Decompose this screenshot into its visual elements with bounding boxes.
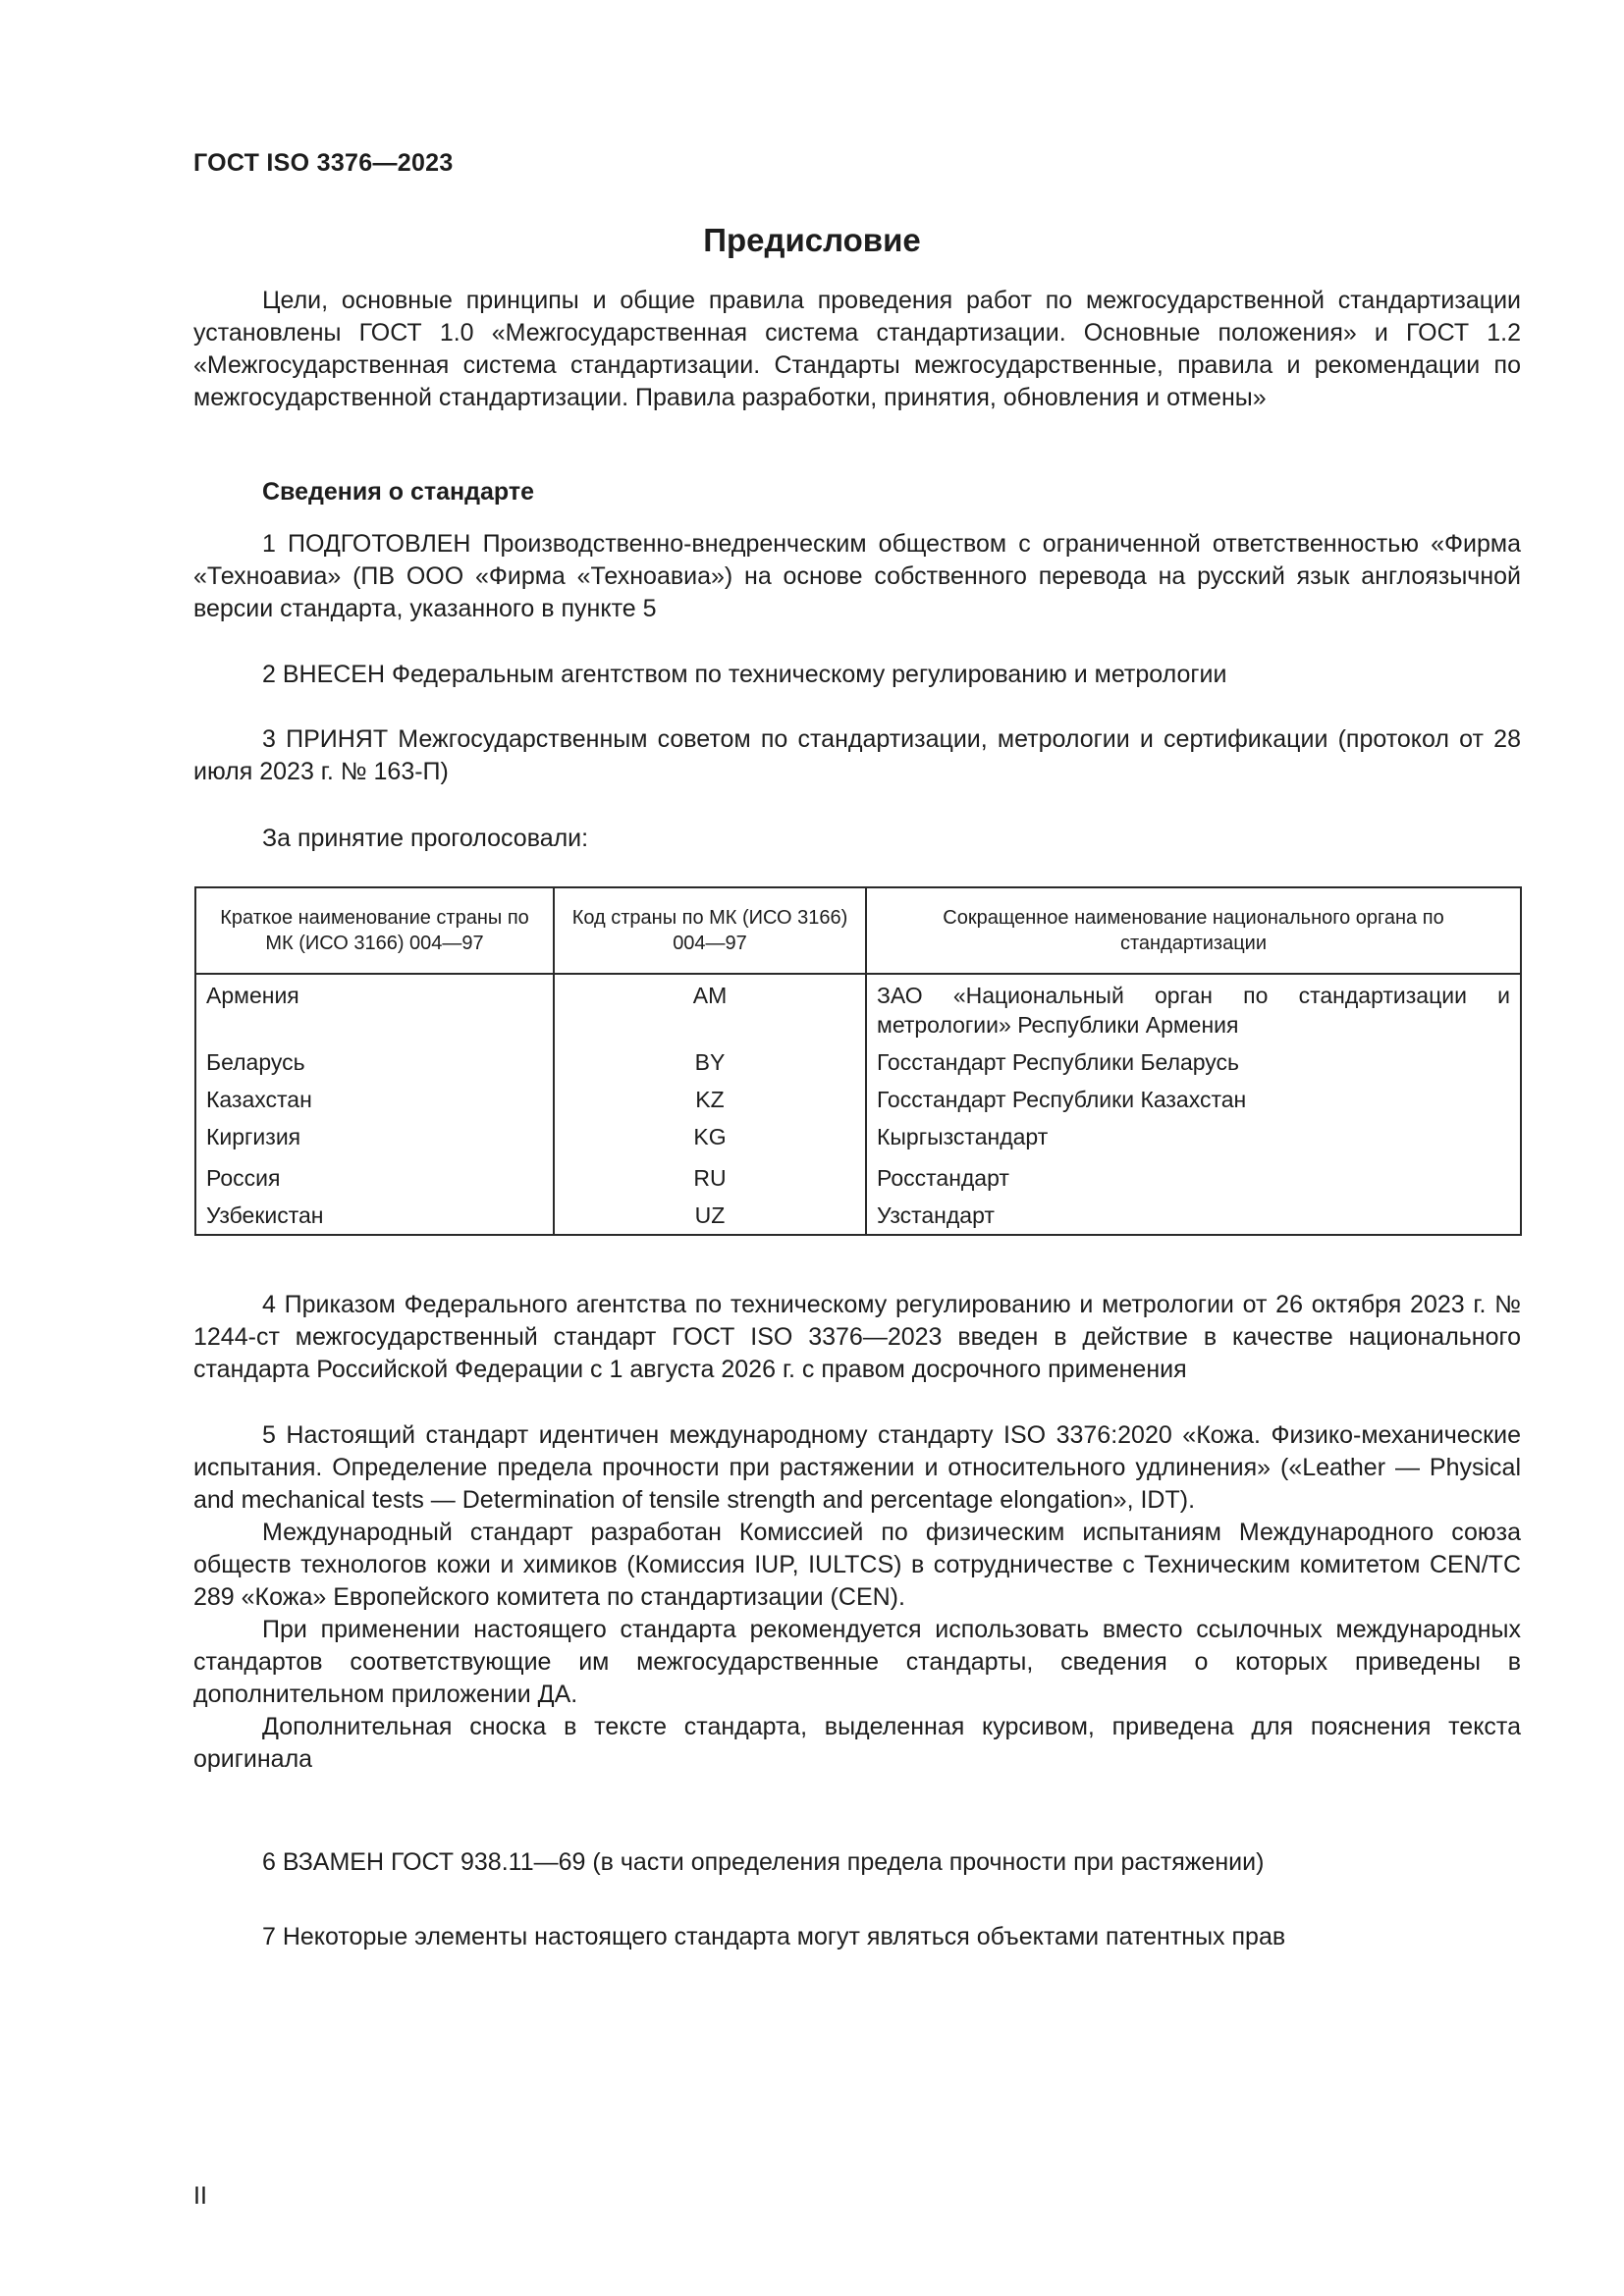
organization-cell: ЗАО «Национальный орган по стандартизации и метрологии» Республики Армения [866,974,1521,1040]
page-number: II [193,2182,207,2210]
table-row [195,1193,1521,1235]
code-cell: AM [554,974,866,1040]
code-cell: BY [554,1040,866,1077]
country-cell: Россия [195,1151,554,1193]
intro-block [193,285,1521,414]
section-block [193,476,1521,508]
item-4-block [193,1289,1521,1386]
item-4: 4 Приказом Федерального агентства по техническому регулированию и метрологии от 26 октября 2023 г. № 1244-ст межгосударственный стандарт ГОСТ ISO 3376—2023 введен в действие в качестве национального стандарта Российской Федерации с 1 августа 2026 г. с правом досрочного применения [193,1291,1521,1383]
item-5-block [193,1419,1521,1776]
item-2-block [193,659,1521,691]
country-cell: Киргизия [195,1114,554,1151]
country-cell: Казахстан [195,1077,554,1114]
document-header: ГОСТ ISO 3376—2023 [193,149,454,177]
organization-cell: Госстандарт Республики Казахстан [866,1077,1521,1114]
code-cell: RU [554,1151,866,1193]
organization-cell: Узстандарт [866,1193,1521,1235]
voted-block [193,823,1521,855]
country-cell: Армения [195,974,554,1040]
column-header-code: Код страны по МК (ИСО 3166) 004—97 [554,887,866,974]
page-title: Предисловие [703,222,921,258]
column-header-country: Краткое наименование страны по МК (ИСО 3166) 004—97 [195,887,554,974]
item-7-block [193,1921,1521,1953]
organization-cell: Росстандарт [866,1151,1521,1193]
table-row [195,1151,1521,1193]
item-5-paragraph-4: Дополнительная сноска в тексте стандарта, выделенная курсивом, приведена для пояснения текста оригинала [193,1713,1521,1773]
item-5: 5 Настоящий стандарт идентичен международному стандарту ISO 3376:2020 «Кожа. Физико-механические испытания. Определение предела прочности при растяжении и относительного удлинения» («Leather — Physical and mechanical tests — Determination of tensile strength and percentage elongation», IDT). [193,1421,1521,1514]
code-cell: UZ [554,1193,866,1235]
organization-cell: Госстандарт Республики Беларусь [866,1040,1521,1077]
item-7: 7 Некоторые элементы настоящего стандарта могут являться объектами патентных прав [262,1923,1286,1950]
voting-table [194,886,1522,1236]
table-row [195,974,1521,1040]
intro-paragraph: Цели, основные принципы и общие правила проведения работ по межгосударственной стандартизации установлены ГОСТ 1.0 «Межгосударственная система стандартизации. Основные положения» и ГОСТ 1.2 «Межгосударственная система стандартизации. Стандарты межгосударственные, правила и рекомендации по межгосударственной стандартизации. Правила разработки, принятия, обновления и отмены» [193,287,1521,411]
organization-cell: Кыргызстандарт [866,1114,1521,1151]
column-header-organization: Сокращенное наименование национального органа по стандартизации [866,887,1521,974]
item-5-paragraph-2: Международный стандарт разработан Комиссией по физическим испытаниям Международного союза обществ технологов кожи и химиков (Комиссия IUP, IULTCS) в сотрудничестве с Техническим комитетом CEN/TC 289 «Кожа» Европейского комитета по стандартизации (CEN). [193,1519,1521,1611]
table-row [195,1114,1521,1151]
code-cell: KZ [554,1077,866,1114]
country-cell: Узбекистан [195,1193,554,1235]
table-header-row [195,887,1521,974]
item-1: 1 ПОДГОТОВЛЕН Производственно-внедренческим обществом с ограниченной ответственностью «Фирма «Техноавиа» (ПВ ООО «Фирма «Техноавиа») на основе собственного перевода на русский язык англоязычной версии стандарта, указанного в пункте 5 [193,530,1521,622]
table-row [195,1040,1521,1077]
country-cell: Беларусь [195,1040,554,1077]
voted-line: За принятие проголосовали: [262,825,589,852]
code-cell: KG [554,1114,866,1151]
table-row [195,1077,1521,1114]
item-5-paragraph-3: При применении настоящего стандарта рекомендуется использовать вместо ссылочных международных стандартов соответствующие им межгосударственные стандарты, сведения о которых приведены в дополнительном приложении ДА. [193,1616,1521,1708]
item-6-block [193,1846,1521,1879]
item-3: 3 ПРИНЯТ Межгосударственным советом по стандартизации, метрологии и сертификации (протокол от 28 июля 2023 г. № 163-П) [193,725,1521,785]
item-1-block [193,528,1521,625]
section-title: Сведения о стандарте [262,478,535,506]
item-6: 6 ВЗАМЕН ГОСТ 938.11—69 (в части определения предела прочности при растяжении) [262,1848,1265,1876]
item-2: 2 ВНЕСЕН Федеральным агентством по техническому регулированию и метрологии [262,661,1227,688]
item-3-block [193,723,1521,788]
